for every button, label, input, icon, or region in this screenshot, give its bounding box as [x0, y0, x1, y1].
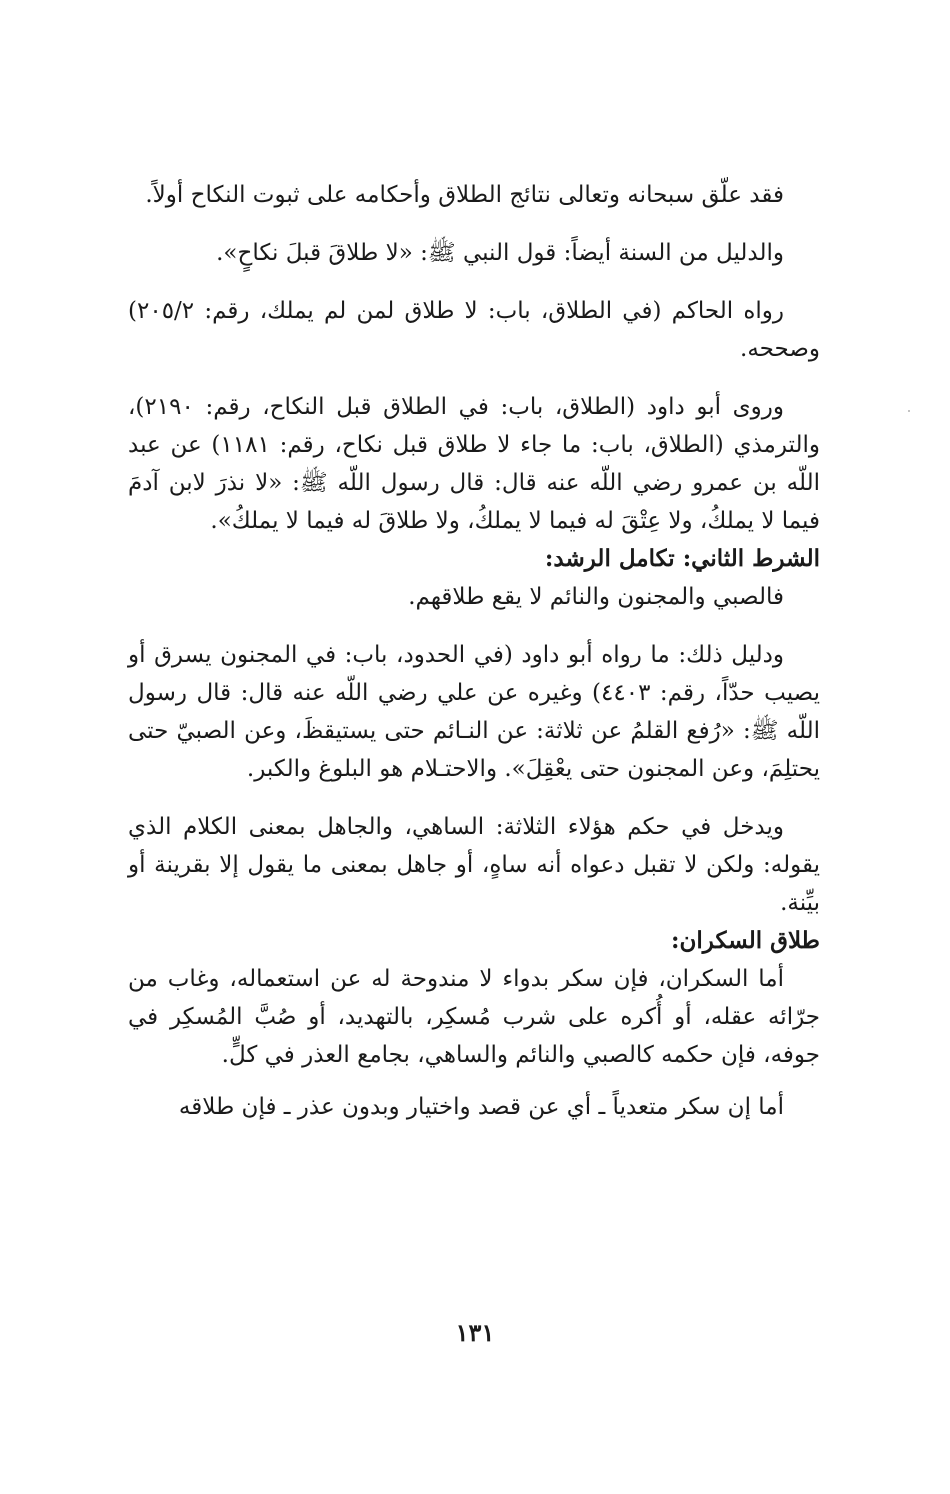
page-body — [128, 176, 820, 1126]
paragraph-2: والدليل من السنة أيضاً: قول النبي ﷺ: «لا طلاقَ قبلَ نكاحٍ». — [216, 240, 784, 266]
paragraph-5: فالصبي والمجنون والنائم لا يقع طلاقهم. — [408, 584, 784, 610]
section-heading-drunkard-divorce: طلاق السكران: — [671, 927, 820, 954]
paragraph-7: ويدخل في حكم هؤلاء الثلاثة: الساهي، والجاهل بمعنى الكلام الذي يقوله: ولكن لا تقبل دعواه أنه ساهٍ، أو جاهل بمعنى ما يقول إلا بقرينة أو بيِّنة. — [128, 814, 820, 916]
paragraph-6: ودليل ذلك: ما رواه أبو داود (في الحدود، باب: في المجنون يسرق أو يصيب حدّاً، رقم: ٤٤٠٣) وغيره عن علي رضي اللّه عنه قال: قال رسول اللّه ﷺ: «رُفع القلمُ عن ثلاثة: عن النـائم حتى يستيقظَ، وعن الصبيّ حتى يحتلِمَ، وعن المجنون حتى يعْقِلَ». والاحتـلام هو البلوغ والكبر. — [128, 642, 820, 782]
paragraph-8: أما السكران، فإن سكر بدواء لا مندوحة له عن استعماله، وغاب من جرّائه عقله، أو أُكره على شرب مُسكِر، بالتهديد، أو صُبَّ المُسكِر في جوفه، فإن حكمه كالصبي والنائم والساهي، بجامع العذر في كلٍّ. — [128, 966, 820, 1068]
paragraph-4: وروى أبو داود (الطلاق، باب: في الطلاق قبل النكاح، رقم: ٢١٩٠)، والترمذي (الطلاق، باب: ما جاء لا طلاق قبل نكاح، رقم: ١١٨١) عن عبد اللّه بن عمرو رضي اللّه عنه قال: قال رسول اللّه ﷺ: «لا نذرَ لابن آدمَ فيما لا يملكُ، ولا عِتْقَ له فيما لا يملكُ، ولا طلاقَ له فيما لا يملكُ». — [128, 394, 820, 534]
margin-speck — [908, 410, 910, 412]
paragraph-9: أما إن سكر متعدياً ـ أي عن قصد واختيار وبدون عذر ـ فإن طلاقه — [178, 1094, 784, 1120]
page-number: ١٣١ — [455, 1318, 495, 1347]
paragraph-1: فقد علّق سبحانه وتعالى نتائج الطلاق وأحكامه على ثبوت النكاح أولاً. — [145, 182, 784, 208]
section-heading-condition-two: الشرط الثاني: تكامل الرشد: — [544, 545, 820, 572]
paragraph-3-citation: رواه الحاكم (في الطلاق، باب: لا طلاق لمن لم يملك، رقم: ٢٠٥/٢) وصححه. — [128, 298, 820, 362]
